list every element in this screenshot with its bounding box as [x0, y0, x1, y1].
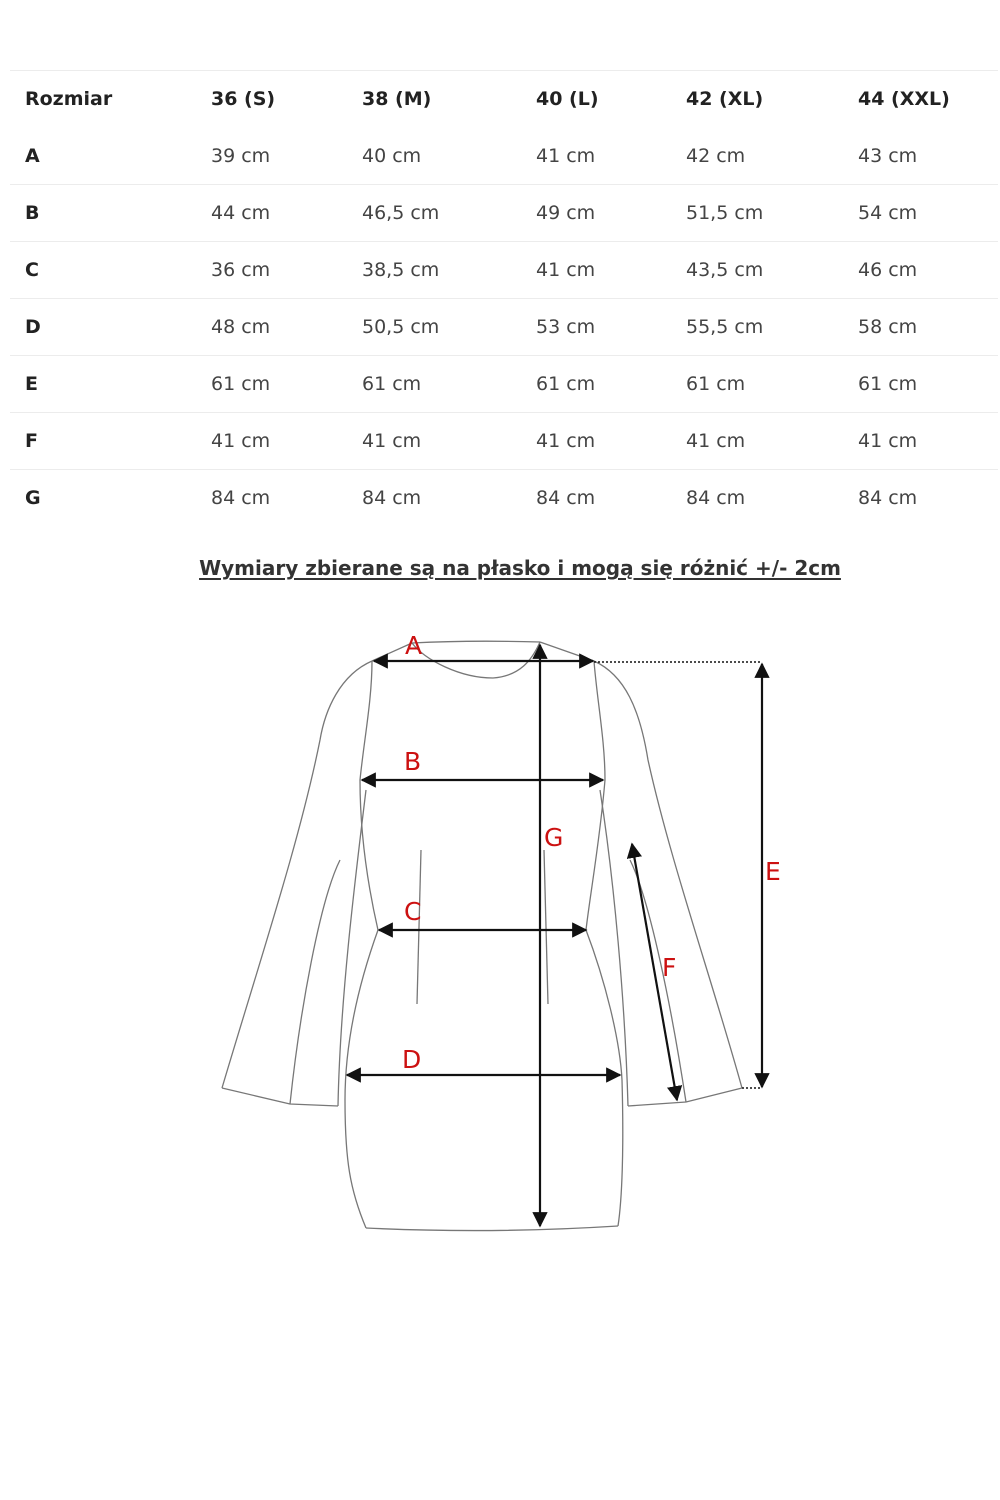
row-label: A [25, 145, 40, 167]
sleeve-left-inner [338, 790, 366, 1106]
table-cell: 54 cm [858, 202, 918, 224]
row-label: C [25, 259, 39, 281]
table-cell: 41 cm [536, 430, 596, 452]
table-cell: 39 cm [211, 145, 271, 167]
table-cell: 55,5 cm [686, 316, 764, 338]
dart-left [417, 850, 421, 1004]
table-cell: 38,5 cm [362, 259, 440, 281]
label-d: D [402, 1045, 422, 1074]
row-label: G [25, 487, 41, 509]
table-cell: 43 cm [858, 145, 918, 167]
sleeve-left-cuff [222, 1088, 338, 1106]
table-cell: 84 cm [211, 487, 271, 509]
sleeve-left-outer [222, 661, 372, 1088]
table-cell: 53 cm [536, 316, 596, 338]
hem [366, 1226, 618, 1231]
table-cell: 41 cm [858, 430, 918, 452]
shoulder-right [540, 642, 594, 661]
table-cell: 49 cm [536, 202, 596, 224]
table-cell: 61 cm [686, 373, 746, 395]
table-cell: 61 cm [362, 373, 422, 395]
dimension-labels [402, 631, 781, 1074]
table-cell: 41 cm [362, 430, 422, 452]
dress-outline [222, 641, 742, 1230]
dart-right [544, 850, 548, 1004]
table-cell: 46 cm [858, 259, 918, 281]
table-cell: 84 cm [536, 487, 596, 509]
table-cell: 50,5 cm [362, 316, 440, 338]
collar-edge [412, 641, 540, 643]
table-cell: 41 cm [686, 430, 746, 452]
sleeve-right-outer [594, 661, 742, 1088]
table-cell: 48 cm [211, 316, 271, 338]
table-cell: 41 cm [211, 430, 271, 452]
table-cell: 44 cm [211, 202, 271, 224]
label-c: C [404, 897, 422, 926]
header-size: Rozmiar [25, 88, 113, 110]
table-cell: 51,5 cm [686, 202, 764, 224]
table-cell: 84 cm [858, 487, 918, 509]
table-cell: 41 cm [536, 259, 596, 281]
sleeve-right-fold [630, 860, 686, 1102]
header-42-xl: 42 (XL) [686, 88, 764, 110]
row-label: E [25, 373, 38, 395]
table-cell: 61 cm [536, 373, 596, 395]
table-cell: 84 cm [362, 487, 422, 509]
header-44-xxl: 44 (XXL) [858, 88, 950, 110]
label-e: E [765, 857, 781, 886]
table-cell: 46,5 cm [362, 202, 440, 224]
row-label: B [25, 202, 40, 224]
table-cell: 84 cm [686, 487, 746, 509]
body-right-side [586, 661, 623, 1226]
sleeve-left-fold [290, 860, 340, 1104]
table-cell: 36 cm [211, 259, 271, 281]
table-cell: 43,5 cm [686, 259, 764, 281]
table-cell: 58 cm [858, 316, 918, 338]
measurement-arrows [347, 645, 762, 1226]
table-cell: 61 cm [858, 373, 918, 395]
header-38-m: 38 (M) [362, 88, 432, 110]
body-left-side [345, 661, 378, 1228]
header-40-l: 40 (L) [536, 88, 599, 110]
row-label: D [25, 316, 41, 338]
measurement-note: Wymiary zbierane są na płasko i mogą się różnić +/- 2cm [199, 556, 841, 580]
label-g: G [544, 823, 564, 852]
table-cell: 41 cm [536, 145, 596, 167]
table-cell: 42 cm [686, 145, 746, 167]
header-36-s: 36 (S) [211, 88, 276, 110]
table-cell: 61 cm [211, 373, 271, 395]
label-f: F [662, 953, 677, 982]
label-b: B [404, 747, 422, 776]
label-a: A [405, 631, 423, 660]
row-label: F [25, 430, 38, 452]
sleeve-right-inner [600, 790, 628, 1106]
table-cell: 40 cm [362, 145, 422, 167]
